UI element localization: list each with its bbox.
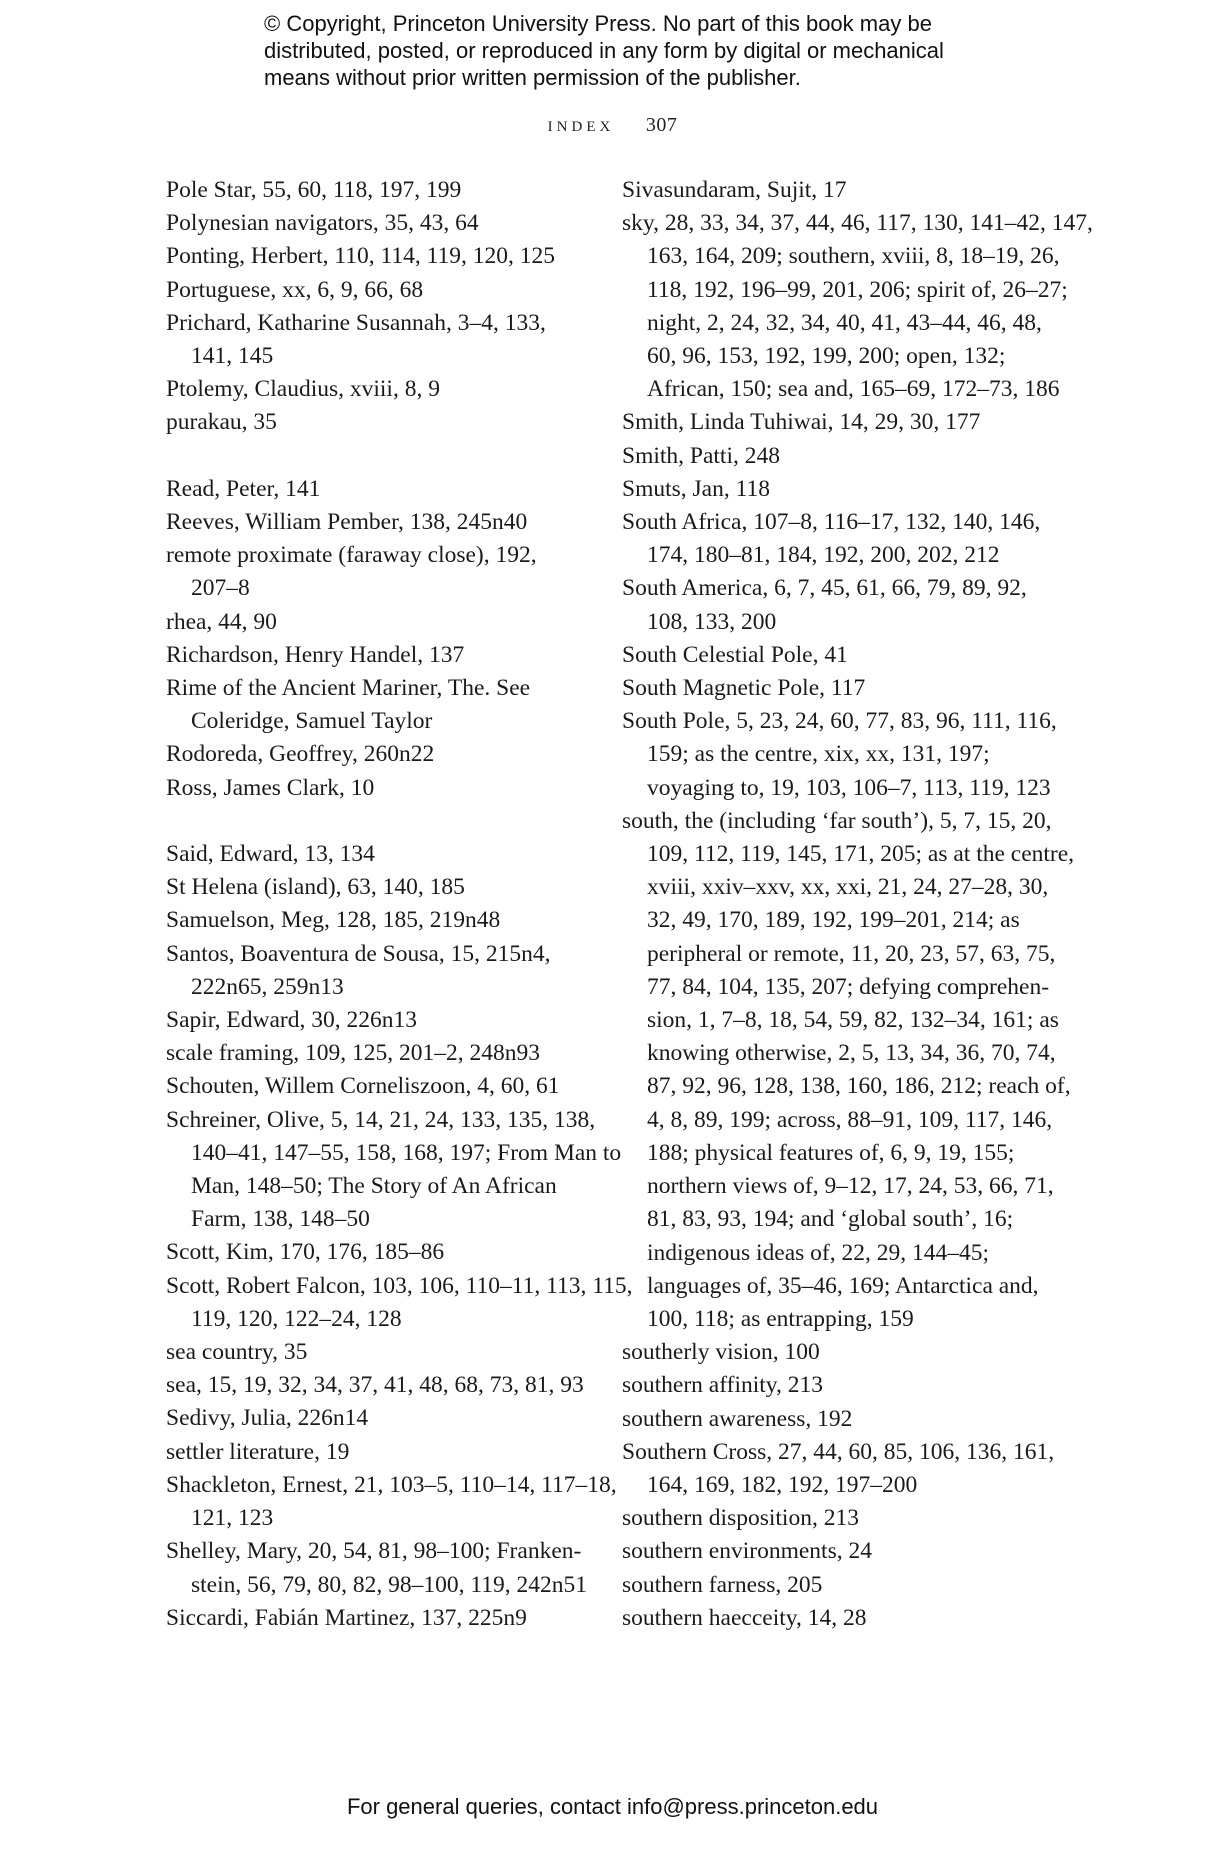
index-entry-line: African, 150; sea and, 165–69, 172–73, 186 [647, 376, 1060, 403]
index-entry [622, 705, 1057, 805]
index-entry-line: 119, 120, 122–24, 128 [191, 1305, 402, 1332]
index-entry-line: Pole Star, 55, 60, 118, 197, 199 [166, 177, 462, 203]
index-entry [622, 1569, 1052, 1602]
copyright-notice [264, 10, 1024, 91]
page-number: 307 [645, 114, 678, 136]
index-entry [166, 1336, 606, 1369]
index-entry-line: Schouten, Willem Corneliszoon, 4, 60, 61 [166, 1073, 560, 1100]
index-entry [166, 406, 606, 439]
index-entry [622, 639, 1052, 672]
index-entry-line: indigenous ideas of, 22, 29, 144–45; [647, 1239, 990, 1266]
index-entry-line: 164, 169, 182, 192, 197–200 [647, 1471, 918, 1498]
index-entry [166, 1369, 606, 1402]
index-entry [166, 307, 606, 373]
index-entry [622, 1602, 1052, 1635]
index-entry-line: 188; physical features of, 6, 9, 19, 155; [647, 1139, 1015, 1166]
index-entry [166, 274, 606, 307]
index-entry [622, 672, 1052, 705]
index-entry-line: Man, 148–50; The Story of An African [191, 1173, 557, 1200]
index-entry-line: South Magnetic Pole, 117 [622, 675, 866, 702]
index-section-gap [166, 805, 606, 838]
index-entry-line: Scott, Kim, 170, 176, 185–86 [166, 1239, 445, 1266]
index-entry [166, 1270, 633, 1336]
index-entry-line: peripheral or remote, 11, 20, 23, 57, 63, 75, [647, 940, 1056, 967]
index-entry-line: Rodoreda, Geoffrey, 260n22 [166, 741, 435, 768]
index-entry-line: Prichard, Katharine Susannah, 3–4, 133, [166, 309, 546, 336]
index-entry-line: Ponting, Herbert, 110, 114, 119, 120, 125 [166, 243, 556, 270]
index-entry-line: Rime of the Ancient Mariner, The. See [166, 675, 531, 702]
index-entry-line: South Celestial Pole, 41 [622, 641, 848, 668]
index-entry-line: South Pole, 5, 23, 24, 60, 77, 83, 96, 111, 116, [622, 708, 1057, 735]
index-entry [166, 539, 606, 605]
index-entry-line: 32, 49, 170, 189, 192, 199–201, 214; as [647, 907, 1020, 934]
index-entry-line: 81, 83, 93, 194; and ‘global south’, 16; [647, 1206, 1014, 1233]
index-entry [166, 1104, 622, 1237]
index-entry-line: stein, 56, 79, 80, 82, 98–100, 119, 242n51 [191, 1571, 588, 1598]
index-entry [622, 207, 1093, 406]
index-entry-line: remote proximate (faraway close), 192, [166, 542, 537, 569]
index-entry-line: knowing otherwise, 2, 5, 13, 34, 36, 70, 74, [647, 1040, 1056, 1067]
index-entry-line: languages of, 35–46, 169; Antarctica and, [647, 1272, 1039, 1299]
index-column-left [166, 174, 633, 1635]
index-entry [166, 1236, 606, 1269]
index-entry-line: sion, 1, 7–8, 18, 54, 59, 82, 132–34, 161; as [647, 1007, 1059, 1034]
index-entry-line: 4, 8, 89, 199; across, 88–91, 109, 117, 146, [647, 1106, 1053, 1133]
index-entry-line: southern farness, 205 [622, 1571, 823, 1598]
index-entry-line: Samuelson, Meg, 128, 185, 219n48 [166, 907, 501, 934]
copyright-line: distributed, posted, or reproduced in any form by digital or mechanical [264, 38, 944, 63]
index-entry-line: 100, 118; as entrapping, 159 [647, 1305, 914, 1332]
index-entry-line: Smith, Patti, 248 [622, 442, 780, 469]
index-entry-line: 141, 145 [191, 343, 274, 370]
index-entry [166, 207, 606, 240]
index-entry [166, 1402, 606, 1435]
index-entry-line: rhea, 44, 90 [166, 608, 277, 635]
index-entry [622, 805, 1075, 1336]
footer-contact: For general queries, contact info@press.princeton.edu [346, 1794, 879, 1819]
index-entry [166, 1004, 606, 1037]
index-entry [166, 904, 606, 937]
running-head-label: index [547, 112, 615, 136]
index-entry-line: 121, 123 [191, 1505, 274, 1532]
running-head [0, 112, 1225, 137]
index-section-gap [166, 440, 606, 473]
index-entry-line: scale framing, 109, 125, 201–2, 248n93 [166, 1040, 540, 1067]
index-entry-line: 140–41, 147–55, 158, 168, 197; From Man to [191, 1139, 622, 1166]
index-entry-line: 77, 84, 104, 135, 207; defying comprehen- [647, 973, 1050, 1000]
index-entry-line: Southern Cross, 27, 44, 60, 85, 106, 136, 161, [622, 1438, 1055, 1465]
index-entry-line: Smuts, Jan, 118 [622, 475, 770, 502]
index-entry-line: southern awareness, 192 [622, 1405, 853, 1432]
index-entry-line: Farm, 138, 148–50 [191, 1206, 370, 1233]
index-entry-line: southern affinity, 213 [622, 1372, 824, 1399]
index-entry [622, 440, 1052, 473]
index-entry [622, 1403, 1052, 1436]
index-entry-line: 159; as the centre, xix, xx, 131, 197; [647, 741, 990, 768]
index-entry [622, 1436, 1055, 1502]
index-entry-line: Schreiner, Olive, 5, 14, 21, 24, 133, 135, 138, [166, 1106, 596, 1133]
index-entry-line: purakau, 35 [166, 409, 277, 436]
copyright-line: means without prior written permission of the publisher. [264, 65, 801, 90]
index-entry [622, 1535, 1052, 1568]
index-entry [166, 606, 606, 639]
index-entry [166, 506, 606, 539]
index-entry [166, 639, 606, 672]
index-entry-line: 108, 133, 200 [647, 608, 777, 635]
index-entry-line: 207–8 [191, 575, 250, 602]
index-entry [166, 1070, 606, 1103]
index-entry-line: South Africa, 107–8, 116–17, 132, 140, 146, [622, 509, 1041, 536]
index-entry-line: night, 2, 24, 32, 34, 40, 41, 43–44, 46, 48, [647, 309, 1042, 336]
index-entry-line: Said, Edward, 13, 134 [166, 841, 375, 868]
index-entry-line: Ross, James Clark, 10 [166, 774, 375, 801]
index-entry [166, 871, 606, 904]
index-entry-line: Sapir, Edward, 30, 226n13 [166, 1007, 417, 1034]
index-entry [166, 1535, 606, 1601]
index-entry [166, 1602, 606, 1635]
index-entry [166, 838, 606, 871]
index-entry-line: Shackleton, Ernest, 21, 103–5, 110–14, 117–18, [166, 1471, 617, 1498]
index-entry [166, 1037, 606, 1070]
index-entry-line: southern environments, 24 [622, 1538, 872, 1565]
index-entry-line: sky, 28, 33, 34, 37, 44, 46, 117, 130, 141–42, 147, [622, 210, 1093, 237]
index-entry [166, 174, 606, 207]
index-entry-line: Sivasundaram, Sujit, 17 [622, 177, 847, 203]
index-entry-line: sea, 15, 19, 32, 34, 37, 41, 48, 68, 73, 81, 93 [166, 1372, 584, 1399]
index-entry [622, 473, 1052, 506]
index-entry-line: Santos, Boaventura de Sousa, 15, 215n4, [166, 940, 551, 967]
index-entry-line: sea country, 35 [166, 1339, 308, 1366]
index-entry [166, 373, 606, 406]
index-entry-line: Scott, Robert Falcon, 103, 106, 110–11, 113, 115, [166, 1272, 633, 1299]
index-entry-line: southerly vision, 100 [622, 1339, 820, 1366]
index-entry [166, 473, 606, 506]
index-entry-line: xviii, xxiv–xxv, xx, xxi, 21, 24, 27–28, 30, [647, 874, 1049, 901]
index-entry-line: 163, 164, 209; southern, xviii, 8, 18–19, 26, [647, 243, 1060, 270]
index-entry [622, 1336, 1052, 1369]
index-entry [622, 572, 1052, 638]
index-column-right [622, 174, 1093, 1635]
index-entry-line: southern haecceity, 14, 28 [622, 1604, 867, 1631]
index-entry-line: Sedivy, Julia, 226n14 [166, 1405, 369, 1432]
index-entry-line: Portuguese, xx, 6, 9, 66, 68 [166, 276, 424, 303]
index-entry [166, 1436, 606, 1469]
index-entry [622, 406, 1052, 439]
index-entry-line: 60, 96, 153, 192, 199, 200; open, 132; [647, 343, 1006, 370]
index-entry-line: voyaging to, 19, 103, 106–7, 113, 119, 123 [647, 774, 1051, 801]
index-entry-line: Read, Peter, 141 [166, 475, 321, 502]
index-entry-line: Shelley, Mary, 20, 54, 81, 98–100; Franken- [166, 1538, 582, 1565]
index-entry [166, 738, 606, 771]
index-entry-line: Coleridge, Samuel Taylor [191, 708, 433, 735]
index-entry [166, 672, 606, 738]
index-entry-line: Reeves, William Pember, 138, 245n40 [166, 509, 528, 536]
index-entry [166, 1469, 617, 1535]
index-entry-line: 174, 180–81, 184, 192, 200, 202, 212 [647, 542, 1000, 569]
index-entry-line: settler literature, 19 [166, 1438, 350, 1465]
index-entry [622, 174, 1052, 207]
index-entry-line: Polynesian navigators, 35, 43, 64 [166, 210, 479, 237]
index-entry-line: 118, 192, 196–99, 201, 206; spirit of, 26–27; [647, 276, 1068, 303]
index-entry-line: Richardson, Henry Handel, 137 [166, 641, 465, 668]
index-entry [622, 1369, 1052, 1402]
index-entry-line: 87, 92, 96, 128, 138, 160, 186, 212; reach of, [647, 1073, 1071, 1100]
index-entry-line: Smith, Linda Tuhiwai, 14, 29, 30, 177 [622, 409, 981, 436]
index-entry-line: southern disposition, 213 [622, 1505, 859, 1532]
index-entry-line: Ptolemy, Claudius, xviii, 8, 9 [166, 376, 440, 403]
index-entry-line: St Helena (island), 63, 140, 185 [166, 874, 465, 901]
copyright-line: © Copyright, Princeton University Press. No part of this book may be [264, 11, 932, 36]
index-entry [622, 506, 1052, 572]
index-entry-line: 222n65, 259n13 [191, 973, 344, 1000]
index-entry [166, 772, 606, 805]
index-entry [166, 938, 606, 1004]
index-entry-line: Siccardi, Fabián Martinez, 137, 225n9 [166, 1604, 527, 1631]
index-entry [622, 1502, 1052, 1535]
index-entry-line: northern views of, 9–12, 17, 24, 53, 66, 71, [647, 1173, 1054, 1200]
index-entry-line: 109, 112, 119, 145, 171, 205; as at the centre, [647, 841, 1075, 868]
index-entry-line: south, the (including ‘far south’), 5, 7, 15, 20, [622, 807, 1052, 834]
index-entry-line: South America, 6, 7, 45, 61, 66, 79, 89, 92, [622, 575, 1027, 602]
index-entry [166, 240, 606, 273]
